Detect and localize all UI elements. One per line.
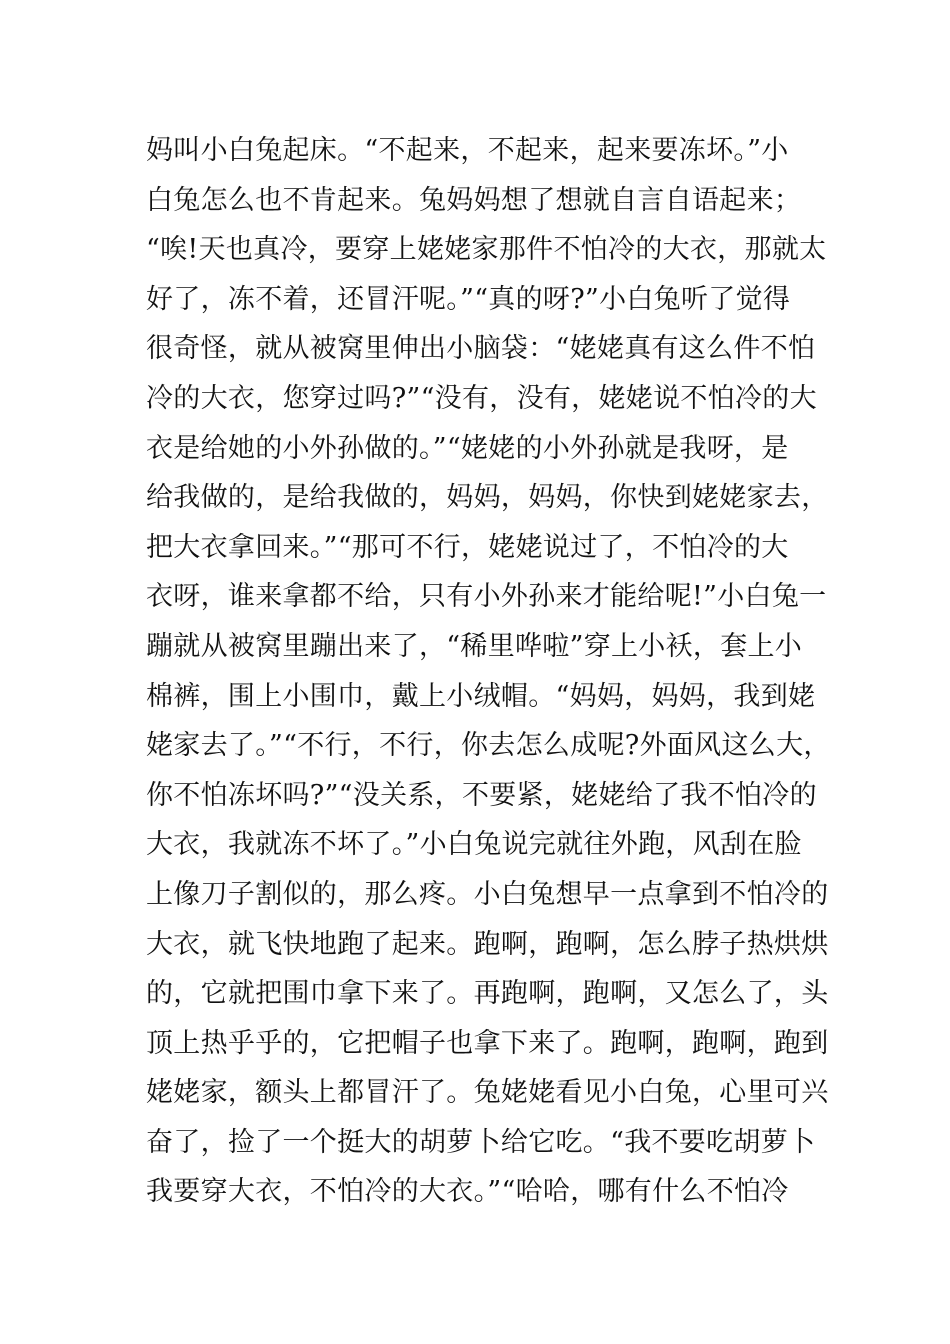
text-line: 奋了，捡了一个挺大的胡萝卜给它吃。“我不要吃胡萝卜 bbox=[146, 1126, 816, 1158]
text-line: 好了，冻不着，还冒汗呢。”“真的呀?”小白兔听了觉得 bbox=[146, 283, 791, 315]
text-line: 大衣，我就冻不坏了。”小白兔说完就往外跑，风刮在脸 bbox=[146, 829, 802, 861]
text-line: 给我做的，是给我做的，妈妈，妈妈，你快到姥姥家去， bbox=[146, 482, 829, 514]
text-line: “唉!天也真冷，要穿上姥姥家那件不怕冷的大衣，那就太 bbox=[146, 234, 827, 266]
text-line: 白兔怎么也不肯起来。兔妈妈想了想就自言自语起来； bbox=[146, 184, 802, 216]
text-line: 的，它就把围巾拿下来了。再跑啊，跑啊，又怎么了，头 bbox=[146, 978, 829, 1010]
text-line: 姥家去了。”“不行，不行，你去怎么成呢?外面风这么大， bbox=[146, 730, 831, 762]
text-line: 姥姥家，额头上都冒汗了。兔姥姥看见小白兔，心里可兴 bbox=[146, 1077, 829, 1109]
text-line: 蹦就从被窝里蹦出来了，“稀里哗啦”穿上小袄，套上小 bbox=[146, 630, 803, 662]
text-line: 衣是给她的小外孙做的。”“姥姥的小外孙就是我呀，是 bbox=[146, 432, 789, 464]
text-line: 你不怕冻坏吗?”“没关系，不要紧，姥姥给了我不怕冷的 bbox=[146, 779, 817, 811]
text-line: 把大衣拿回来。”“那可不行，姥姥说过了，不怕冷的大 bbox=[146, 531, 789, 563]
text-line: 很奇怪，就从被窝里伸出小脑袋：“姥姥真有这么件不怕 bbox=[146, 333, 816, 365]
text-line: 我要穿大衣，不怕冷的大衣。”“哈哈，哪有什么不怕冷 bbox=[146, 1176, 789, 1208]
text-line: 妈叫小白兔起床。“不起来，不起来，起来要冻坏。”小 bbox=[146, 135, 789, 166]
text-line: 棉裤，围上小围巾，戴上小绒帽。“妈妈，妈妈，我到姥 bbox=[146, 680, 816, 712]
text-line: 上像刀子割似的，那么疼。小白兔想早一点拿到不怕冷的 bbox=[146, 878, 829, 910]
story-paragraph bbox=[146, 126, 836, 1217]
text-line: 冷的大衣，您穿过吗?”“没有，没有，姥姥说不怕冷的大 bbox=[146, 382, 817, 414]
text-line: 衣呀，谁来拿都不给，只有小外孙来才能给呢!”小白兔一 bbox=[146, 581, 827, 613]
text-line: 顶上热乎乎的，它把帽子也拿下来了。跑啊，跑啊，跑到 bbox=[146, 1027, 829, 1059]
text-line: 大衣，就飞快地跑了起来。跑啊，跑啊，怎么脖子热烘烘 bbox=[146, 928, 829, 960]
